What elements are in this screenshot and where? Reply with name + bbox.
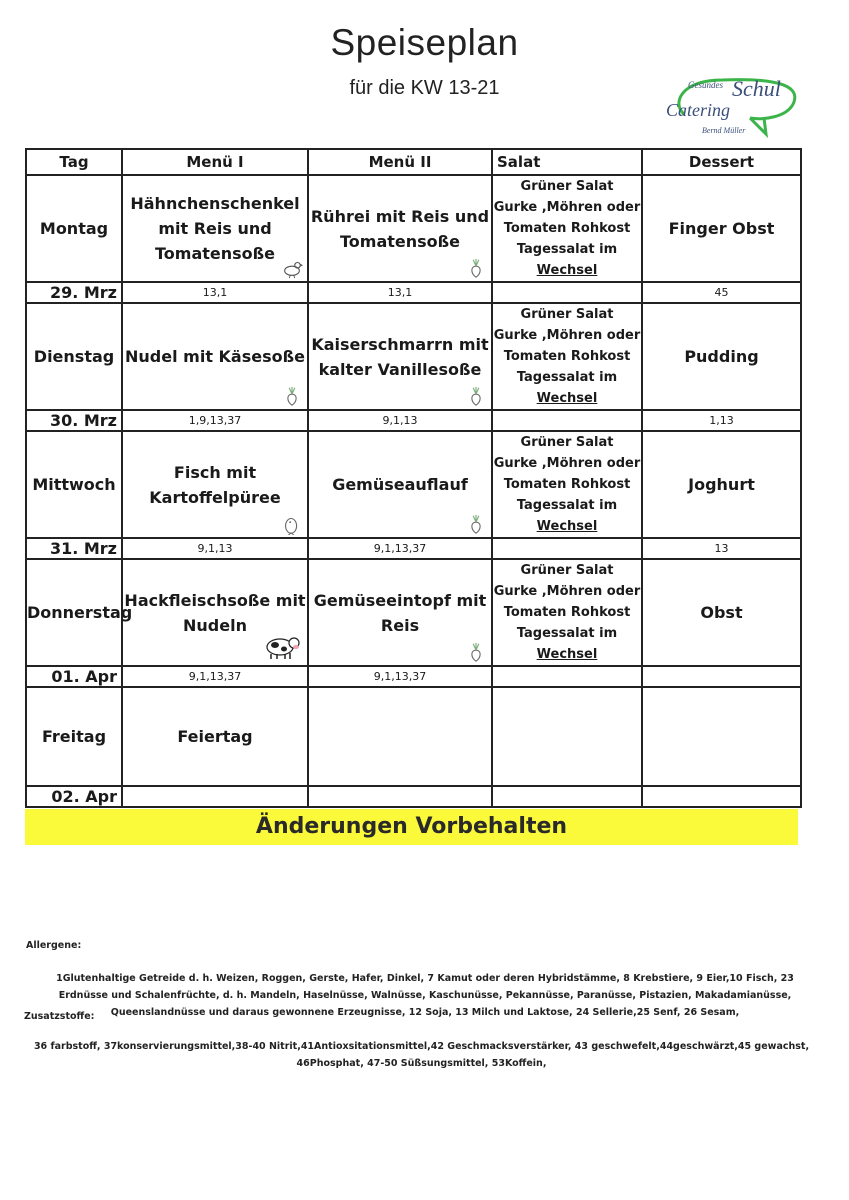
salad-line: Tomaten Rohkost xyxy=(503,221,631,236)
table-row xyxy=(26,538,801,559)
salad-line: Gurke ,Möhren oder xyxy=(493,200,641,215)
salad-line: Tomaten Rohkost xyxy=(503,477,631,492)
text-line: Reis xyxy=(380,615,420,635)
menu2-allergen-codes: 13,1 xyxy=(308,282,492,303)
menu1-dish xyxy=(122,431,308,538)
salad-cell xyxy=(492,687,642,786)
menu2-dish xyxy=(308,687,492,786)
salad-cell xyxy=(492,559,642,666)
salad-cell xyxy=(492,175,642,282)
dessert-allergen-codes: 13 xyxy=(642,538,801,559)
dessert-cell: Obst xyxy=(642,559,801,666)
text-line: Kaiserschmarrn mit xyxy=(311,334,489,354)
cow-icon xyxy=(263,631,301,661)
day-name: Dienstag xyxy=(26,303,122,410)
table-row xyxy=(26,431,801,538)
fish-icon xyxy=(281,513,303,535)
header-menu1: Menü I xyxy=(122,149,308,175)
menu1-dish xyxy=(122,303,308,410)
menu-table-body xyxy=(26,175,801,807)
table-row xyxy=(26,410,801,431)
table-row xyxy=(26,282,801,303)
dessert-cell: Joghurt xyxy=(642,431,801,538)
day-date: 29. Mrz xyxy=(26,282,122,303)
salad-line: Grüner Salat xyxy=(520,307,614,322)
dessert-cell xyxy=(642,687,801,786)
day-name: Donnerstag xyxy=(26,559,122,666)
salad-line: Grüner Salat xyxy=(520,179,614,194)
dessert-cell: Pudding xyxy=(642,303,801,410)
chicken-icon xyxy=(281,257,303,279)
text-line: Feiertag xyxy=(177,727,253,746)
menu1-allergen-codes xyxy=(122,786,308,807)
menu1-dish xyxy=(122,687,308,786)
logo-text-gesundes: Gesundes xyxy=(688,80,723,90)
salad-cell xyxy=(492,303,642,410)
allergens-text: 1Glutenhaltige Getreide d. h. Weizen, Roggen, Gerste, Hafer, Dinkel, 7 Kamut oder deren Hybridstämme, 8 Krebstiere, 9 Eier,10 Fisch, 23 Erdnüsse und Schalenfrüchte, d. h. Mandeln, Haselnüsse, Walnüsse, Kaschunüsse, Pekannüsse, Paranüsse, Pistazien, Makadamianüsse, Queenslandnüsse und daraus gewonnene Erzeugnisse, 12 Soja, 13 Milch und Laktose, 24 Sellerie,25 Senf, 26 Sesam, xyxy=(56,973,794,1018)
day-date: 30. Mrz xyxy=(26,410,122,431)
header-salat: Salat xyxy=(492,149,642,175)
allergens-label: Allergene: xyxy=(26,940,82,951)
dessert-allergen-codes: 45 xyxy=(642,282,801,303)
salad-allergen-codes xyxy=(492,666,642,687)
table-row xyxy=(26,786,801,807)
salad-line: Gurke ,Möhren oder xyxy=(493,456,641,471)
salad-line: Tagessalat im xyxy=(516,370,618,385)
menu1-dish xyxy=(122,175,308,282)
menu2-dish xyxy=(308,431,492,538)
header-dessert: Dessert xyxy=(642,149,801,175)
table-row xyxy=(26,559,801,666)
page-subtitle: für die KW 13-21 xyxy=(349,77,500,99)
text-line: Gemüseeintopf mit xyxy=(313,590,487,610)
salad-line: Tagessalat im xyxy=(516,498,618,513)
menu-table xyxy=(25,148,802,808)
day-name: Montag xyxy=(26,175,122,282)
menu1-allergen-codes: 9,1,13 xyxy=(122,538,308,559)
text-line: Nudeln xyxy=(183,615,247,635)
salad-cell xyxy=(492,431,642,538)
dessert-allergen-codes xyxy=(642,666,801,687)
catering-logo xyxy=(662,74,802,144)
salad-line: Gurke ,Möhren oder xyxy=(493,584,641,599)
text-line: Gemüseauflauf xyxy=(332,475,468,494)
menu2-dish xyxy=(308,175,492,282)
header-menu2: Menü II xyxy=(308,149,492,175)
header-day: Tag xyxy=(26,149,122,175)
text-line: kalter Vanillesoße xyxy=(318,359,482,379)
text-line: Hackfleischsoße mit xyxy=(124,590,306,610)
menu1-allergen-codes: 13,1 xyxy=(122,282,308,303)
day-name: Mittwoch xyxy=(26,431,122,538)
salad-line: Grüner Salat xyxy=(520,563,614,578)
beet-icon xyxy=(281,385,303,407)
logo-text-catering: Catering xyxy=(666,100,731,120)
dessert-cell: Finger Obst xyxy=(642,175,801,282)
menu2-allergen-codes: 9,1,13,37 xyxy=(308,666,492,687)
page-title: Speiseplan xyxy=(330,22,519,63)
salad-line: Wechsel xyxy=(536,391,598,406)
salad-line: Tagessalat im xyxy=(516,242,618,257)
day-date: 31. Mrz xyxy=(26,538,122,559)
salad-allergen-codes xyxy=(492,786,642,807)
beet-icon xyxy=(465,513,487,535)
menu2-allergen-codes: 9,1,13,37 xyxy=(308,538,492,559)
day-name: Freitag xyxy=(26,687,122,786)
text-line: Hähnchenschenkel xyxy=(130,194,300,213)
menu2-dish xyxy=(308,303,492,410)
salad-line: Wechsel xyxy=(536,519,598,534)
changes-reserved-banner: Änderungen Vorbehalten xyxy=(25,809,798,845)
menu1-allergen-codes: 9,1,13,37 xyxy=(122,666,308,687)
salad-line: Wechsel xyxy=(536,647,598,662)
logo-text-schul: Schul xyxy=(732,76,781,101)
menu2-dish xyxy=(308,559,492,666)
beet-icon xyxy=(465,385,487,407)
text-line: Fisch mit xyxy=(173,462,257,482)
dessert-allergen-codes: 1,13 xyxy=(642,410,801,431)
text-line: Kartoffelpüree xyxy=(149,487,281,507)
menu1-allergen-codes: 1,9,13,37 xyxy=(122,410,308,431)
salad-line: Tagessalat im xyxy=(516,626,618,641)
day-date: 01. Apr xyxy=(26,666,122,687)
salad-line: Grüner Salat xyxy=(520,435,614,450)
salad-allergen-codes xyxy=(492,538,642,559)
beet-icon xyxy=(465,257,487,279)
salad-line: Gurke ,Möhren oder xyxy=(493,328,641,343)
text-line: Nudel mit Käsesoße xyxy=(125,347,305,366)
salad-line: Tomaten Rohkost xyxy=(503,349,631,364)
text-line: Tomatensoße xyxy=(339,231,460,251)
salad-line: Tomaten Rohkost xyxy=(503,605,631,620)
table-row xyxy=(26,175,801,282)
logo-text-owner: Bernd Müller xyxy=(702,126,746,135)
additives-text: 36 farbstoff, 37konservierungsmittel,38-40 Nitrit,41Antioxsitationsmittel,42 Geschmacksverstärker, 43 geschwefelt,44geschwärzt,45 gewachst, 46Phosphat, 47-50 Süßsungsmittel, 53Koffein, xyxy=(33,1041,810,1069)
menu2-allergen-codes xyxy=(308,786,492,807)
table-row xyxy=(26,303,801,410)
additives-label: Zusatzstoffe: xyxy=(24,1011,95,1022)
salad-allergen-codes xyxy=(492,282,642,303)
text-line: mit Reis und xyxy=(158,219,272,238)
beet-icon xyxy=(465,641,487,663)
table-row xyxy=(26,666,801,687)
salad-allergen-codes xyxy=(492,410,642,431)
table-row xyxy=(26,687,801,786)
dessert-allergen-codes xyxy=(642,786,801,807)
text-line: Rührei mit Reis und xyxy=(310,206,490,226)
menu2-allergen-codes: 9,1,13 xyxy=(308,410,492,431)
day-date: 02. Apr xyxy=(26,786,122,807)
text-line: Tomatensoße xyxy=(154,244,275,263)
table-header-row xyxy=(26,149,801,175)
salad-line: Wechsel xyxy=(536,263,598,278)
menu1-dish xyxy=(122,559,308,666)
